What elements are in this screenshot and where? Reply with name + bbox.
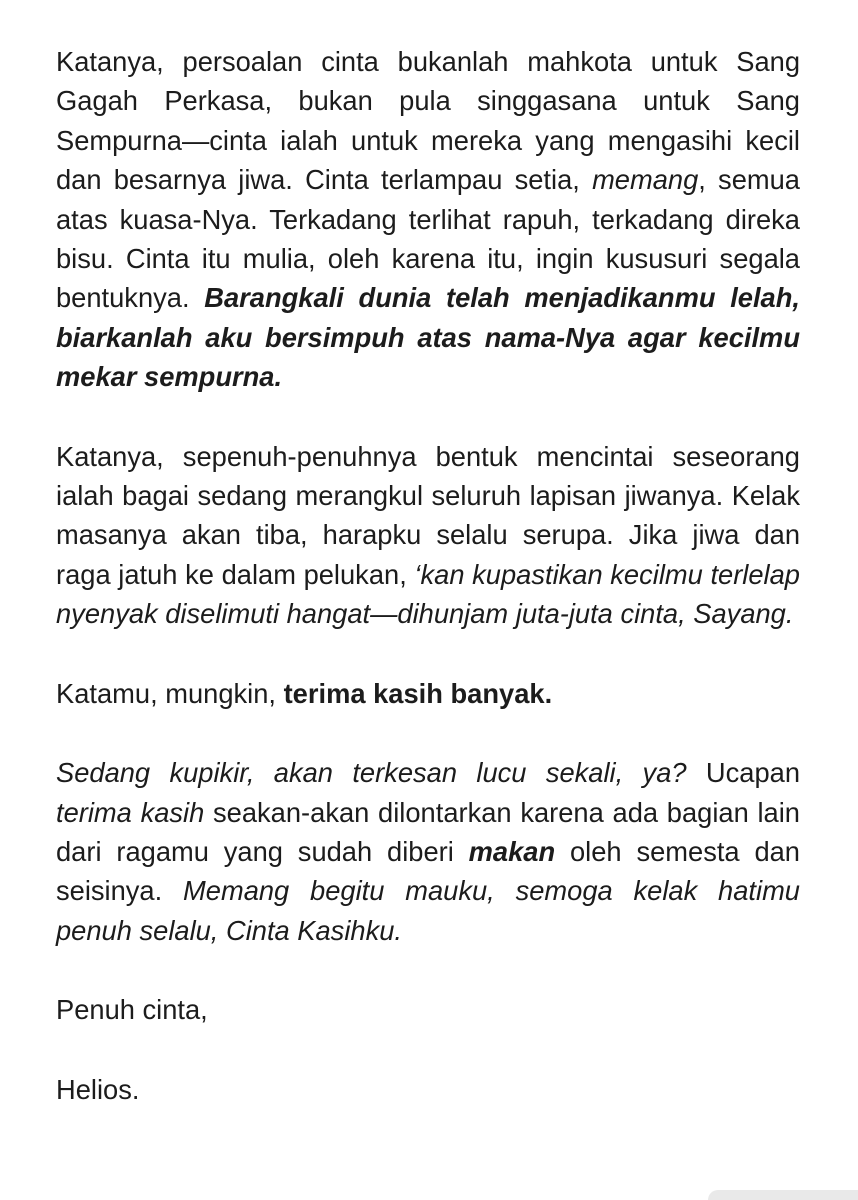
paragraph-4-text-b: seakan-akan dilontarkan karena ada bagian lain dari ragamu yang sudah diberi bbox=[56, 796, 800, 867]
paragraph-4-text-c: oleh semesta dan seisinya. bbox=[56, 835, 800, 907]
paragraph-3-text: Katamu, mungkin, bbox=[56, 677, 284, 709]
paragraph-3 bbox=[56, 674, 800, 713]
paragraph-4-italic-opening: Sedang kupikir, akan terkesan lucu sekali, ya? bbox=[56, 757, 687, 789]
paragraph-1-text-a: Katanya, persoalan cinta bukanlah mahkota untuk Sang Gagah Perkasa, bukan pula singgasana untuk Sang Sempurna—cinta ialah untuk mereka yang mengasihi kecil dan besarnya jiwa. Cinta terlampau setia, bbox=[56, 46, 800, 196]
paragraph-1-bold-italic: Barangkali dunia telah menjadikanmu lelah, biarkanlah aku bersimpuh atas nama-Nya agar kecilmu mekar sempurna. bbox=[56, 282, 800, 393]
paragraph-2-italic: ‘kan kupastikan kecilmu terlelap nyenyak diselimuti hangat—dihunjam juta-juta cinta, Sayang. bbox=[56, 558, 800, 630]
paragraph-1 bbox=[56, 42, 800, 397]
paragraph-4 bbox=[56, 753, 800, 950]
paragraph-4-text-a: Ucapan bbox=[686, 757, 801, 789]
paragraph-2 bbox=[56, 437, 800, 634]
paragraph-1-text-b: , semua atas kuasa-Nya. Terkadang terlihat rapuh, terkadang direka bisu. Cinta itu mulia, oleh karena itu, ingin kususuri segala bentuknya. bbox=[56, 164, 800, 314]
signature: Helios. bbox=[56, 1073, 140, 1105]
paragraph-3-bold: terima kasih banyak. bbox=[283, 677, 553, 709]
corner-overlay bbox=[708, 1190, 858, 1200]
closing-line: Penuh cinta, bbox=[56, 994, 208, 1026]
letter-body bbox=[56, 42, 800, 1109]
paragraph-1-italic-memang: memang bbox=[592, 164, 699, 196]
paragraph-4-italic-terima-kasih: terima kasih bbox=[56, 796, 205, 828]
paragraph-4-italic-closing: Memang begitu mauku, semoga kelak hatimu penuh selalu, Cinta Kasihku. bbox=[56, 875, 800, 946]
paragraph-2-text: Katanya, sepenuh-penuhnya bentuk mencintai seseorang ialah bagai sedang merangkul seluruh lapisan jiwanya. Kelak masanya akan tiba, harapku selalu serupa. Jika jiwa dan raga jatuh ke dalam pelukan, bbox=[56, 440, 800, 590]
paragraph-4-bold-italic-makan: makan bbox=[468, 835, 556, 867]
